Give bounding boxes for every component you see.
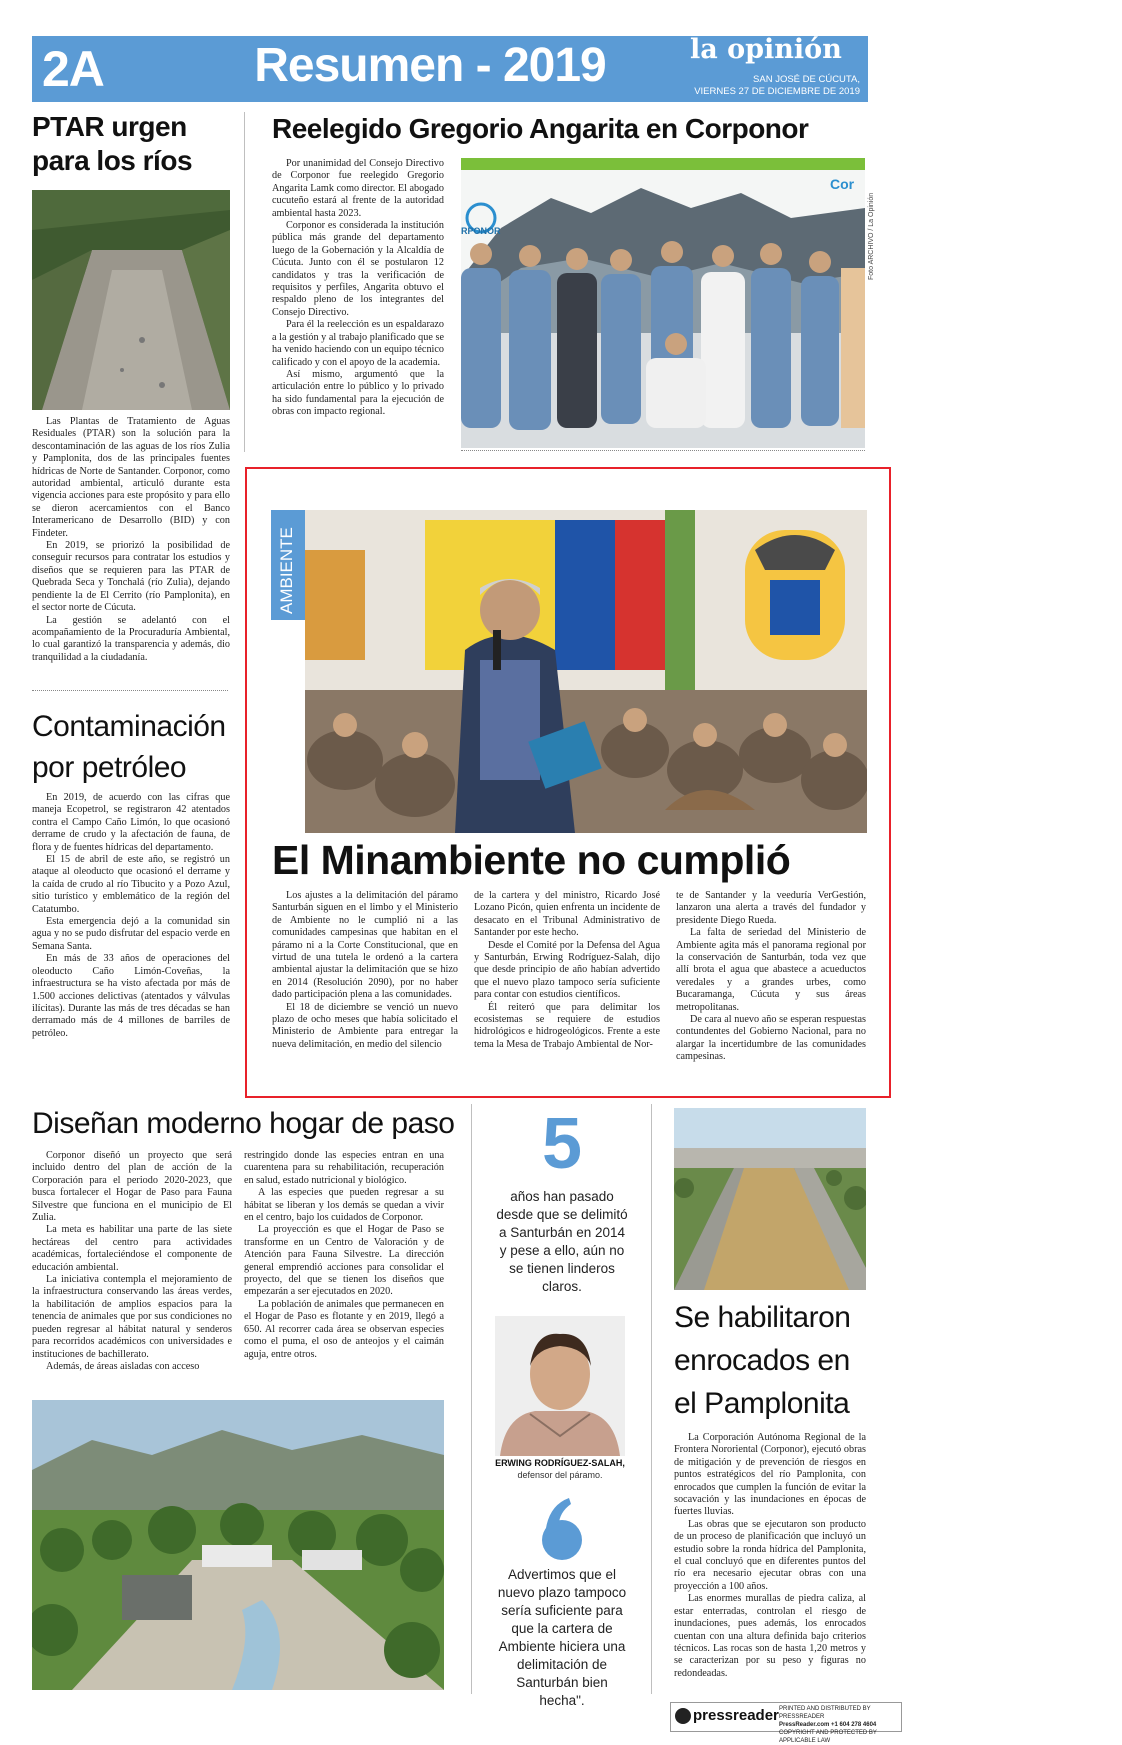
minambiente-col-2: [474, 890, 660, 1051]
corponor-group-photo: [461, 158, 865, 448]
pressreader-badge: [670, 1702, 902, 1744]
paragraph: La proyección es que el Hogar de Paso se transforme en un Centro de Valoración y de Atención para Fauna Silvestre. La dirección general emprendió acciones para consolidar el proyecto, del que se tienen los diseños que empezarán a ser ejecutados en 2020.: [244, 1224, 444, 1298]
paragraph: te de Santander y la veeduría VerGestión, lanzaron una alerta a través del fundador y presidente Diego Rueda.: [676, 890, 866, 926]
paragraph: Para él la reelección es un espaldarazo a la gestión y al trabajo planificado que se ha venido haciendo con un equipo técnico calificado y con el apoyo de la academia.: [272, 319, 444, 368]
enrocados-photo: [674, 1108, 866, 1290]
paragraph: Las enormes murallas de piedra caliza, al estar enterradas, controlan el riesgo de inundaciones, pues además, los enrocados cuentan con una altura definida bajo criterios técnicos. Las rocas son de hasta 1,20 metros y se caracterizan por su peso y figuras no redondeadas.: [674, 1593, 866, 1679]
paragraph: Los ajustes a la delimitación del páramo Santurbán siguen en el limbo y el Ministerio de Ambiente no le cumplió ni a las comunidades campesinas que habitan en el páramo ni a la Corte Constitucional, que en virtud de una tutela le ordenó a la cartera ambiental ajustar la delimitación que se hizo en 2014 (Resolución 2090), por no haber dado participación plena a las comunidades.: [272, 890, 458, 1001]
paragraph: El 15 de abril de este año, se registró un ataque al oleoducto que ocasionó el derrame y la caída de crudo al río Tibucito y a Pozo Azul, sitio turístico y emblemático de la región del Catatumbo.: [32, 854, 230, 915]
pressreader-notice: [779, 1705, 899, 1745]
dateline: [680, 74, 860, 98]
photo-credit: [868, 160, 880, 280]
paragraph: Él reiteró que para delimitar los ecosistemas se requiere de estudios hidrológicos e hidrogeológicos. Frente a este tema la Mesa de Trabajo Ambiental de Nor-: [474, 1001, 660, 1050]
paragraph: Corponor diseñó un proyecto que será incluido dentro del plan de acción de la Corporación para el periodo 2020-2023, que busca fortalecer el Hogar de Paso para Fauna Silvestre que funciona en el municipio de El Zulia.: [32, 1150, 232, 1224]
quote-mark-icon: [537, 1496, 587, 1562]
paragraph: La meta es habilitar una parte de las siete hectáreas del centro para actividades académicas, fortaleciéndose el componente de educación ambiental.: [32, 1224, 232, 1273]
paragraph: A las especies que pueden regresar a su hábitat se liberan y los demás se quedan a vivir en el centro, bajo los cuidados de Corponor.: [244, 1187, 444, 1224]
hogar-rendering: [32, 1400, 444, 1690]
paragraph: Así mismo, argumentó que la articulación entre lo público y lo privado ha sido fundamental para la ejecución de obras con impacto regional.: [272, 368, 444, 418]
paragraph: Las Plantas de Tratamiento de Aguas Residuales (PTAR) son la solución para la descontaminación de las aguas de los ríos Zulia y Pamplonita, dos de las principales fuentes hídricas de Norte de Santander. Corponor, como autoridad ambiental, articuló durante esta vigencia acciones para este propósito y para ello se dieron acercamientos con el Banco Interamericano de Desarrollo (BID) y con Findeter.: [32, 416, 230, 539]
pressreader-brand: pressreader: [693, 1707, 779, 1724]
article-separator: [461, 450, 865, 451]
ptar-headline: PTAR urgen para los ríos: [32, 111, 193, 176]
person-role: defensor del páramo.: [517, 1470, 603, 1480]
paragraph: De cara al nuevo año se esperan respuestas contundentes del Gobierno Nacional, para no alargar la incertidumbre de las comunidades campesinas.: [676, 1014, 866, 1063]
enrocados-headline: Se habilitaron enrocados en el Pamplonita: [674, 1301, 851, 1420]
photo-credit-text: Foto ARCHIVO / La Opinión: [868, 192, 875, 280]
ptar-photo: [32, 190, 230, 410]
banner-brand: RPONOR: [461, 226, 501, 236]
section-title: Resumen - 2019: [254, 39, 606, 92]
paragraph: En 2019, se priorizó la posibilidad de conseguir recursos para contratar los estudios y diseños que se requieren para las PTAR de Quebrada Seca y Tonchalá (río Zulia), dejando pendiente la de El Cerrito (río Pamplonita), en el sector norte de Cúcuta.: [32, 540, 230, 614]
paragraph: La población de animales que permanecen en el Hogar de Paso es flotante y en 2019, llegó a 650. Al recorrer cada área se observan especies como el puma, el oso de anteojos y el caimán aguja, entre otros.: [244, 1298, 444, 1360]
hogar-col-1: [32, 1150, 232, 1373]
paragraph: La Corporación Autónoma Regional de la Frontera Nororiental (Corponor), ejecutó obras de mitigación y de prevención de riesgos en puntos estratégicos del río Pamplonita, con enrocados que cumplen la función de evitar la socavación y las inundaciones en épocas de fuertes lluvias.: [674, 1432, 866, 1518]
dateline-city: SAN JOSÉ DE CÚCUTA,: [753, 74, 860, 85]
banner-text: Cor: [830, 176, 855, 192]
paragraph: La gestión se adelantó con el acompañamiento de la Procuraduría Ambiental, lo cual garantizó la transparencia y además, dio tranquilidad a la ciudadanía.: [32, 614, 230, 663]
corponor-headline: Reelegido Gregorio Angarita en Corponor: [272, 113, 809, 144]
corponor-body: [272, 158, 444, 419]
article-separator: [32, 690, 228, 691]
paragraph: El 18 de diciembre se venció un nuevo plazo de ocho meses que había solicitado el Ministerio de Ambiente para entregar la nueva delimitación, en medio del silencio: [272, 1001, 458, 1050]
column-divider: [651, 1104, 652, 1694]
paragraph: Además, de áreas aisladas con acceso: [46, 1360, 200, 1372]
contaminacion-body: [32, 792, 230, 1040]
minambiente-col-1: [272, 890, 458, 1051]
minambiente-col-3: [676, 890, 866, 1064]
dateline-date: VIERNES 27 DE DICIEMBRE DE 2019: [694, 86, 860, 97]
person-name: ERWING RODRÍGUEZ-SALAH,: [495, 1458, 625, 1468]
paragraph: La falta de seriedad del Ministerio de Ambiente agita más el panorama regional por la conservación de Santurbán, toda vez que allí brota el agua que abastece a acueductos veredales y a grandes urbes, como Bucaramanga, Cúcuta y sus áreas metropolitanas.: [676, 927, 866, 1013]
column-divider: [244, 112, 245, 452]
enrocados-body: [674, 1432, 866, 1680]
paragraph: restringido donde las especies entran en una cuarentena para su rehabilitación, recuperación en salud, estado nutricional y biológico.: [244, 1150, 444, 1186]
fact-text: años han pasado desde que se delimitó a Santurbán en 2014 y pese a ello, aún no se tienen linderos claros.: [496, 1189, 628, 1294]
pull-quote: Advertimos que el nuevo plazo tampoco sería suficiente para que la cartera de Ambiente hiciera una delimitación de Santurbán bien hecha".: [497, 1567, 627, 1708]
paragraph: Por unanimidad del Consejo Directivo de Corponor fue reelegido Gregorio Angarita Lamk como director. El abogado cucuteño estará al frente de la autoridad ambiental hasta 2023.: [272, 158, 444, 219]
section-tag-label: AMBIENTE: [277, 527, 296, 614]
minambiente-headline: El Minambiente no cumplió: [272, 837, 791, 883]
page-number: 2A: [42, 41, 104, 97]
contaminacion-headline: Contaminación por petróleo: [32, 710, 226, 784]
fact-number: 5: [541, 1104, 583, 1184]
pressreader-line: COPYRIGHT AND PROTECTED BY APPLICABLE LAW: [779, 1730, 877, 1744]
paragraph: En más de 33 años de operaciones del oleoducto Caño Limón-Coveñas, la infraestructura se ha visto afectada por más de 1.500 acciones delictivas (atentados y válvulas ilícitas). Durante las más de tres décadas se han derramado más de 4 millones de barriles de petróleo.: [32, 953, 230, 1039]
pressreader-line: PRINTED AND DISTRIBUTED BY PRESSREADER: [779, 1706, 871, 1720]
section-tag: [271, 510, 305, 620]
pressreader-logo-icon: [675, 1708, 691, 1724]
paragraph: La iniciativa contempla el mejoramiento de la infraestructura conservando las áreas verdes, la habilitación de amplios espacios para la tenencia de animales que por sus condiciones no pueden regresar al hábitat natural y senderos para recorridos académicos con universidades e instituciones de bachillerato.: [32, 1274, 232, 1360]
pressreader-line: PressReader.com +1 604 278 4604: [779, 1722, 877, 1728]
hogar-headline: Diseñan moderno hogar de paso: [32, 1107, 455, 1140]
paragraph: Las obras que se ejecutaron son producto de un proceso de planificación que incluyó un estudio sobre la ronda hídrica del Pamplonita, el cual concluyó que en diferentes puntos del río era necesario ejecutar obras con una proyección a 100 años.: [674, 1518, 866, 1592]
paragraph: Desde el Comité por la Defensa del Agua y Santurbán, Erwing Rodríguez-Salah, dijo que desde principio de año habían advertido que el nuevo plazo tampoco sería suficiente para contar con estudios científicos.: [474, 939, 660, 1001]
hogar-col-2: [244, 1150, 444, 1361]
newspaper-logo: la opinión: [690, 34, 842, 65]
person-photo: [495, 1316, 625, 1456]
ptar-body: [32, 416, 230, 664]
paragraph: Esta emergencia dejó a la comunidad sin agua y no se pudo disfrutar del espacio verde en Semana Santa.: [32, 916, 230, 952]
paragraph: de la cartera y del ministro, Ricardo José Lozano Picón, quien enfrenta un incidente de desacato en el Tribunal Administrativo de Santander por este hecho.: [474, 890, 660, 939]
paragraph: Corponor es considerada la institución pública más grande del departamento luego de la Gobernación y la Alcaldía de Cúcuta. Junto con él se postularon 12 candidatos y tras la verificación de requisitos y perfiles, Angarita obtuvo el respaldo pleno de los integrantes del Consejo Directivo.: [272, 220, 444, 318]
column-divider: [471, 1104, 472, 1694]
paragraph: En 2019, de acuerdo con las cifras que maneja Ecopetrol, se registraron 42 atentados contra el Campo Caño Limón, lo que ocasionó derrame de crudo y la afectación de fauna, de flora y de fuentes hídricas del departamento.: [32, 792, 230, 853]
minambiente-photo: [305, 510, 867, 833]
